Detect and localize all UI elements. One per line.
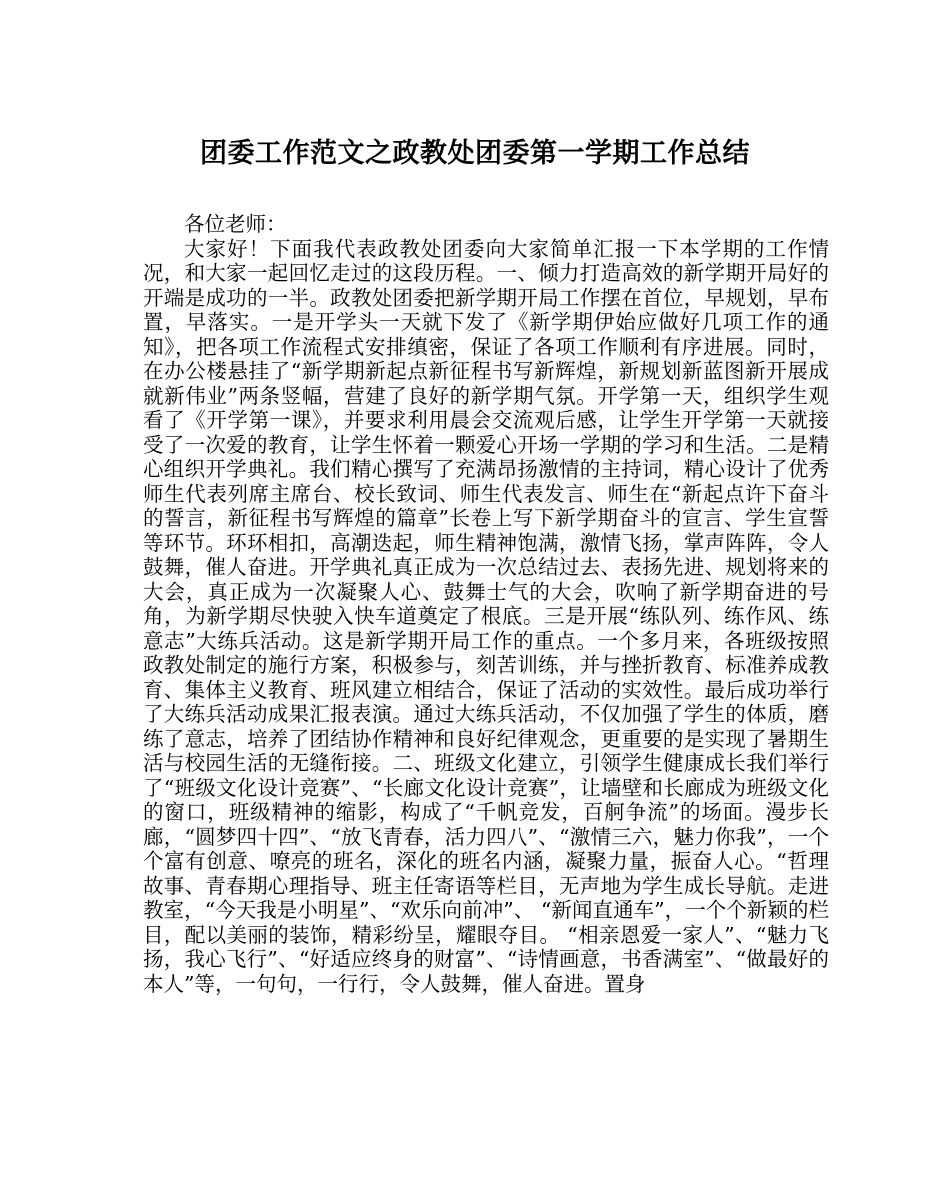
- salutation-paragraph: 各位老师：: [184, 212, 287, 236]
- body-paragraph: 大家好！下面我代表政教处团委向大家简单汇报一下本学期的工作情况，和大家一起回忆走过的这段历程。一、倾力打造高效的新学期开局好的开端是成功的一半。政教处团委把新学期开局工作摆在首位，早规划，早布置，早落实。一是开学头一天就下发了《新学期伊始应做好几项工作的通知》，把各项工作流程式安排缜密，保证了各项工作顺利有序进展。同时，在办公楼悬挂了“新学期新起点新征程书写新辉煌，新规划新蓝图新开展成就新伟业”两条竖幅，营建了良好的新学期气氛。开学第一天，组织学生观看了《开学第一课》，并要求利用晨会交流观后感，让学生开学第一天就接受了一次爱的教育，让学生怀着一颗爱心开场一学期的学习和生活。二是精心组织开学典礼。我们精心撰写了充满昂扬激情的主持词，精心设计了优秀师生代表列席主席台、校长致词、师生代表发言、师生在“新起点许下奋斗的誓言，新征程书写辉煌的篇章”长卷上写下新学期奋斗的宣言、学生宣誓等环节。环环相扣，高潮迭起，师生精神饱满，激情飞扬，掌声阵阵，令人鼓舞，催人奋进。开学典礼真正成为一次总结过去、表扬先进、规划将来的大会，真正成为一次凝聚人心、鼓舞士气的大会，吹响了新学期奋进的号角，为新学期尽快驶入快车道奠定了根底。三是开展“练队列、练作风、练意志”大练兵活动。这是新学期开局工作的重点。一个多月来，各班级按照政教处制定的施行方案，积极参与，刻苦训练，并与挫折教育、标准养成教育、集体主义教育、班风建立相结合，保证了活动的实效性。最后成功举行了大练兵活动成果汇报表演。通过大练兵活动，不仅加强了学生的体质，磨练了意志，培养了团结协作精神和良好纪律观念，更重要的是实现了暑期生活与校园生活的无缝衔接。二、班级文化建立，引领学生健康成长我们举行了“班级文化设计竞赛”、“长廊文化设计竞赛”，让墙壁和长廊成为班级文化的窗口，班级精神的缩影，构成了“千帆竞发，百舸争流”的场面。漫步长廊，“圆梦四十四”、“放飞青春，活力四八”、“激情三六，魅力你我”，一个个富有创意、嘹亮的班名，深化的班名内涵，凝聚力量，振奋人心。“哲理故事、青春期心理指导、班主任寄语等栏目，无声地为学生成长导航。走进教室，“今天我是小明星”、“欢乐向前冲”、 “新闻直通车”，一个个新颖的栏目，配以美丽的装饰，精彩纷呈，耀眼夺目。 “相亲恩爱一家人”、“魅力飞扬，我心飞行”、“好适应终身的财富”、“诗情画意，书香满室”、“做最好的本人”等，一句句，一行行，令人鼓舞，催人奋进。置身: [143, 236, 829, 996]
- document-title: 团委工作范文之政教处团委第一学期工作总结: [200, 138, 750, 169]
- document-body: [143, 212, 829, 996]
